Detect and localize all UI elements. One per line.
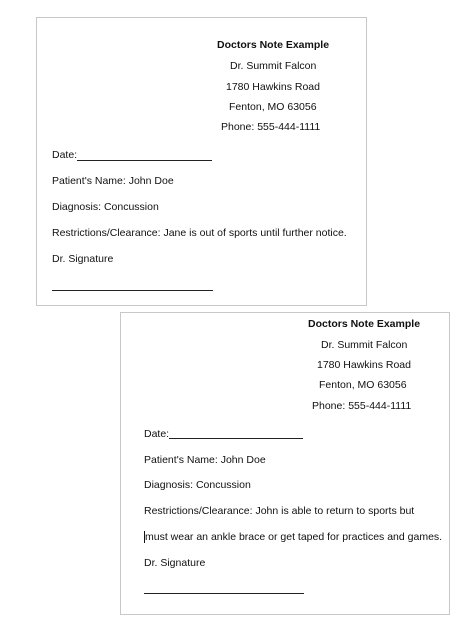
diagnosis: Diagnosis: Concussion bbox=[52, 201, 159, 213]
doctor-phone: Phone: 555-444-1111 bbox=[221, 121, 321, 133]
note-title: Doctors Note Example bbox=[308, 318, 421, 330]
doctor-name: Dr. Summit Falcon bbox=[230, 60, 317, 72]
date-label: Date: bbox=[52, 149, 78, 161]
restrictions-line-1: Restrictions/Clearance: John is able to return to sports but bbox=[144, 505, 415, 517]
date-blank-line bbox=[169, 438, 303, 439]
diagnosis: Diagnosis: Concussion bbox=[144, 479, 251, 491]
doctor-address: 1780 Hawkins Road bbox=[226, 81, 320, 93]
signature-label: Dr. Signature bbox=[144, 557, 206, 569]
patient-name: Patient's Name: John Doe bbox=[144, 454, 266, 466]
date-blank-line bbox=[77, 160, 212, 161]
doctor-phone: Phone: 555-444-1111 bbox=[312, 400, 412, 412]
doctor-city: Fenton, MO 63056 bbox=[319, 379, 407, 391]
signature-label: Dr. Signature bbox=[52, 253, 114, 265]
restrictions-line-1: Restrictions/Clearance: Jane is out of sports until further notice. bbox=[52, 227, 347, 239]
note-title: Doctors Note Example bbox=[217, 39, 330, 51]
doctor-city: Fenton, MO 63056 bbox=[229, 101, 317, 113]
signature-blank-line bbox=[144, 593, 304, 594]
doctor-name: Dr. Summit Falcon bbox=[321, 339, 408, 351]
doctors-note-card-1 bbox=[36, 17, 367, 306]
date-label: Date: bbox=[144, 428, 170, 440]
restrictions-line-2: must wear an ankle brace or get taped for practices and games. bbox=[145, 531, 443, 543]
doctors-note-card-2 bbox=[120, 312, 450, 615]
patient-name: Patient's Name: John Doe bbox=[52, 175, 174, 187]
signature-blank-line bbox=[52, 290, 213, 291]
doctor-address: 1780 Hawkins Road bbox=[317, 359, 411, 371]
